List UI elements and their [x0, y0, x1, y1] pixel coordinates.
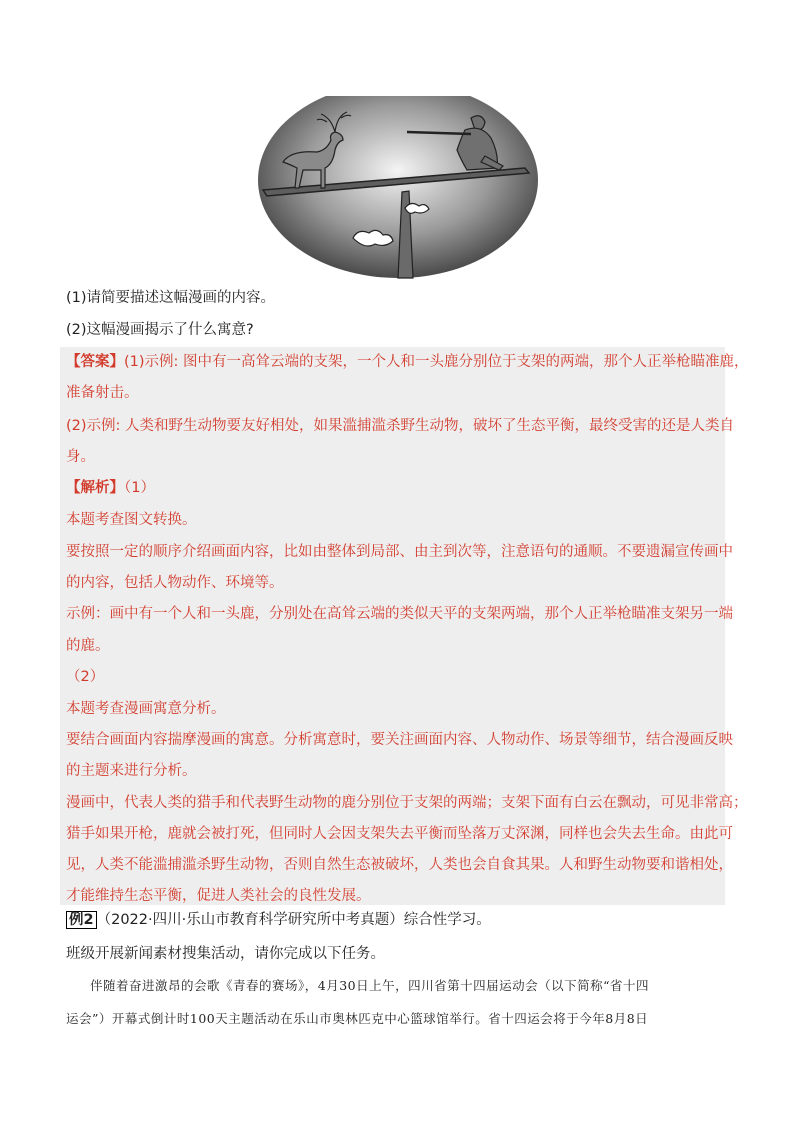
example-2-tag: 例2: [66, 911, 97, 929]
hunter-deer-cartoon: [257, 96, 539, 280]
analysis-heading: [66, 478, 155, 498]
news-passage-line-1: 伴随着奋进激昂的会歌《青春的赛场》，4月30日上午，四川省第十四届运动会（以下简称“省十四: [90, 978, 650, 993]
analysis-1-req-line-1: 要按照一定的顺序介绍画面内容，比如由整体到局部、由主到次等，注意语句的通顺。不要遗漏宣传画中: [66, 544, 733, 560]
analysis-2-body-line-2: 猎手如果开枪，鹿就会被打死，但同时人会因支架失去平衡而坠落万丈深渊，同样也会失去生命。由此可: [66, 826, 733, 842]
question-2: (2)这幅漫画揭示了什么寓意?: [66, 322, 254, 338]
answer-1-line-1: (1)示例: 图中有一高耸云端的支架，一个人和一头鹿分别位于支架的两端，那个人正举枪瞄准鹿，: [124, 354, 749, 370]
example-2-heading: [66, 910, 491, 930]
analysis-number-1: （1）: [124, 480, 155, 496]
answer-line-1: [66, 352, 749, 372]
analysis-1-topic: 本题考查图文转换。: [66, 512, 197, 528]
question-1: (1)请简要描述这幅漫画的内容。: [66, 290, 276, 306]
example-2-task: 班级开展新闻素材搜集活动，请你完成以下任务。: [66, 946, 385, 962]
analysis-1-req-line-2: 的内容，包括人物动作、环境等。: [66, 575, 284, 591]
example-2-source: （2022·四川·乐山市教育科学研究所中考真题）综合性学习。: [96, 912, 491, 928]
analysis-2-req-line-1: 要结合画面内容揣摩漫画的寓意。分析寓意时，要关注画面内容、人物动作、场景等细节，结合漫画反映: [66, 732, 733, 748]
analysis-1-example-line-1: 示例：画中有一个人和一头鹿，分别处在高耸云端的类似天平的支架两端，那个人正举枪瞄准支架另一端: [66, 606, 733, 622]
answer-tag: 【答案】: [66, 354, 124, 370]
analysis-2-body-line-3: 见，人类不能滥捕滥杀野生动物，否则自然生态被破坏，人类也会自食其果。人和野生动物要和谐相处，: [66, 857, 733, 873]
analysis-number-2: （2）: [66, 669, 105, 685]
analysis-2-topic: 本题考查漫画寓意分析。: [66, 701, 226, 717]
answer-2-line-2: 身。: [66, 449, 95, 465]
analysis-1-example-line-2: 的鹿。: [66, 638, 110, 654]
analysis-2-body-line-4: 才能维持生态平衡，促进人类社会的良性发展。: [66, 888, 371, 904]
answer-2-line-1: (2)示例: 人类和野生动物要友好相处，如果滥捕滥杀野生动物，破坏了生态平衡，最终受害的还是人类自: [66, 418, 735, 434]
analysis-2-req-line-2: 的主题来进行分析。: [66, 763, 197, 779]
answer-1-line-2: 准备射击。: [66, 385, 139, 401]
news-passage-line-2: 运会”）开幕式倒计时100天主题活动在乐山市奥林匹克中心篮球馆举行。省十四运会将于今年8月8日: [66, 1011, 649, 1026]
analysis-tag: 【解析】: [66, 480, 124, 496]
analysis-2-body-line-1: 漫画中，代表人类的猎手和代表野生动物的鹿分别位于支架的两端；支架下面有白云在飘动，可见非常高；: [66, 795, 748, 811]
